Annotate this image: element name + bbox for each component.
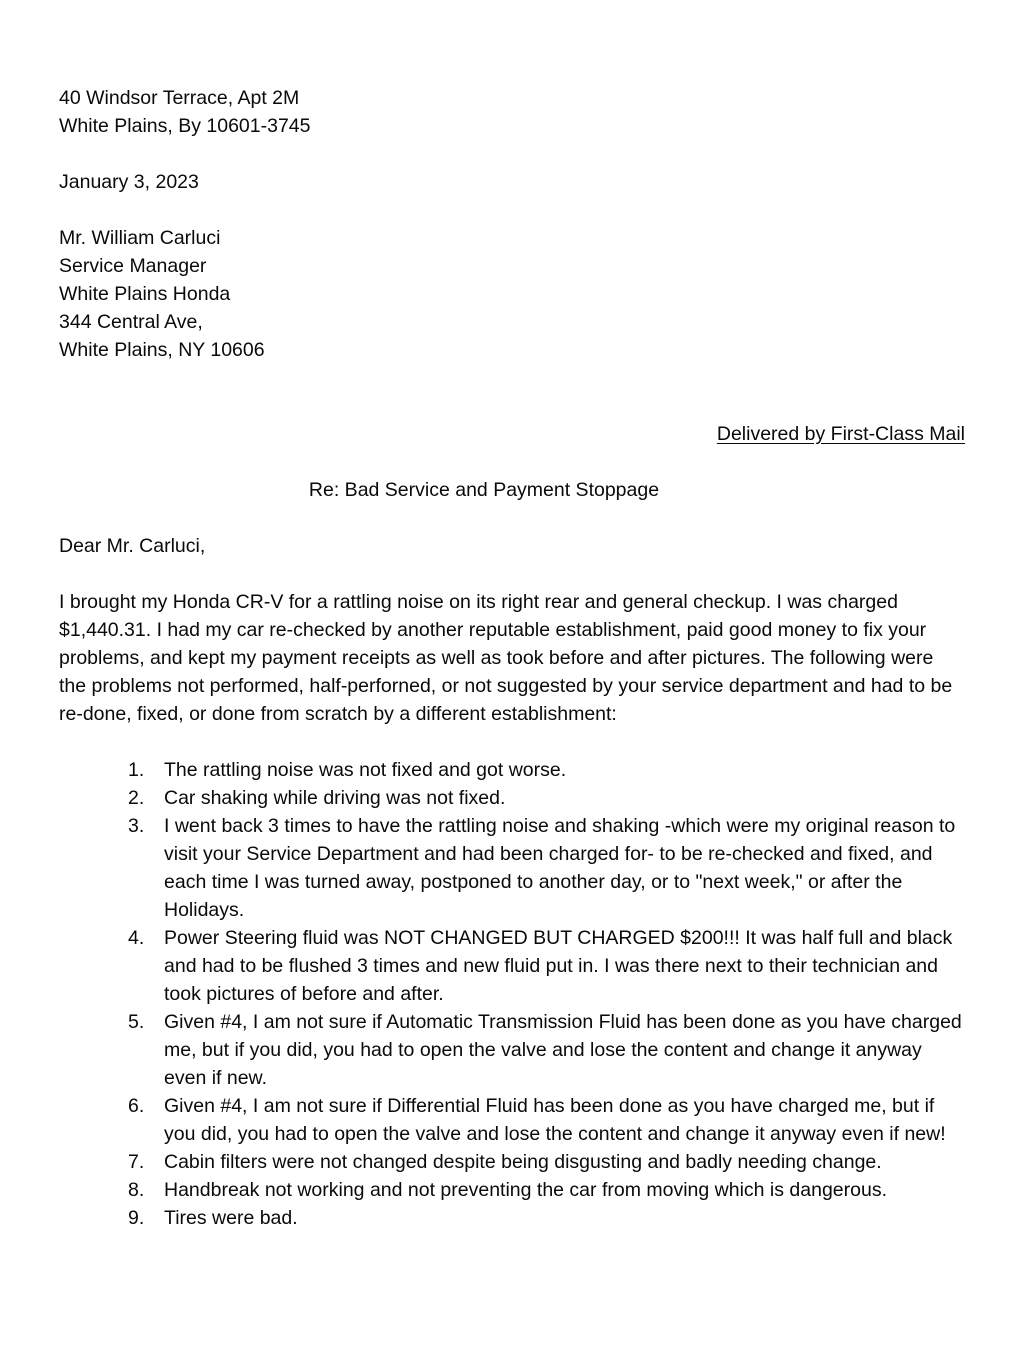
recipient-city-state-zip: White Plains, NY 10606 — [59, 339, 265, 361]
recipient-street: 344 Central Ave, — [59, 311, 203, 333]
spacer-after-salutation — [59, 560, 965, 588]
subject-line: Re: Bad Service and Payment Stoppage — [308, 479, 660, 501]
list-item: Handbreak not working and not preventing the car from moving which is dangerous. — [164, 1179, 887, 1201]
sender-address-line-2: White Plains, By 10601-3745 — [59, 115, 311, 137]
list-item: I went back 3 times to have the rattling noise and shaking -which were my original reason to visit your Service Department and had been charged for- to be re-checked and fixed, and each time I was turned away, postponed to another day, or to "next week," or after the Holidays. — [164, 815, 956, 921]
sender-address-block — [59, 84, 965, 140]
spacer-after-sender-address — [59, 140, 965, 168]
letter-date: January 3, 2023 — [59, 171, 199, 193]
delivery-method-note: Delivered by First-Class Mail — [716, 423, 965, 445]
spacer-before-delivery-note — [59, 392, 965, 420]
list-item: Given #4, I am not sure if Differential Fluid has been done as you have charged me, but if you did, you had to open the valve and lose the content and change it anyway even if new! — [164, 1095, 946, 1145]
spacer-after-date — [59, 196, 965, 224]
list-item: Cabin filters were not changed despite being disgusting and badly needing change. — [164, 1151, 882, 1173]
letter-body — [59, 84, 965, 1232]
recipient-title: Service Manager — [59, 255, 207, 277]
list-item: Power Steering fluid was NOT CHANGED BUT CHARGED $200!!! It was half full and black and had to be flushed 3 times and new fluid put in. I was there next to their technician and took pictures of before and after. — [164, 927, 953, 1005]
list-item: Car shaking while driving was not fixed. — [164, 787, 506, 809]
spacer-after-recipient-address — [59, 364, 965, 392]
issue-list — [59, 756, 965, 1232]
list-item: Given #4, I am not sure if Automatic Transmission Fluid has been done as you have charged me, but if you did, you had to open the valve and lose the content and change it anyway even if new. — [164, 1011, 962, 1089]
list-item: Tires were bad. — [164, 1207, 298, 1229]
spacer-after-delivery-note — [59, 448, 965, 476]
spacer-before-issue-list — [59, 728, 965, 756]
delivery-note-row — [59, 420, 965, 448]
salutation: Dear Mr. Carluci, — [59, 535, 206, 557]
recipient-company: White Plains Honda — [59, 283, 231, 305]
sender-address-line-1: 40 Windsor Terrace, Apt 2M — [59, 87, 300, 109]
list-item: The rattling noise was not fixed and got worse. — [164, 759, 567, 781]
recipient-name: Mr. William Carluci — [59, 227, 221, 249]
subject-row — [59, 476, 965, 504]
opening-paragraph: I brought my Honda CR-V for a rattling noise on its right rear and general checkup. I was charged $1,440.31. I had my car re-checked by another reputable establishment, paid good money to fix your problems, and kept my payment receipts as well as took before and after pictures. The following were the problems not performed, half-perforned, or not suggested by your service department and had to be re-done, fixed, or done from scratch by a different establishment: — [59, 591, 953, 725]
recipient-address-block — [59, 224, 965, 364]
spacer-after-subject — [59, 504, 965, 532]
